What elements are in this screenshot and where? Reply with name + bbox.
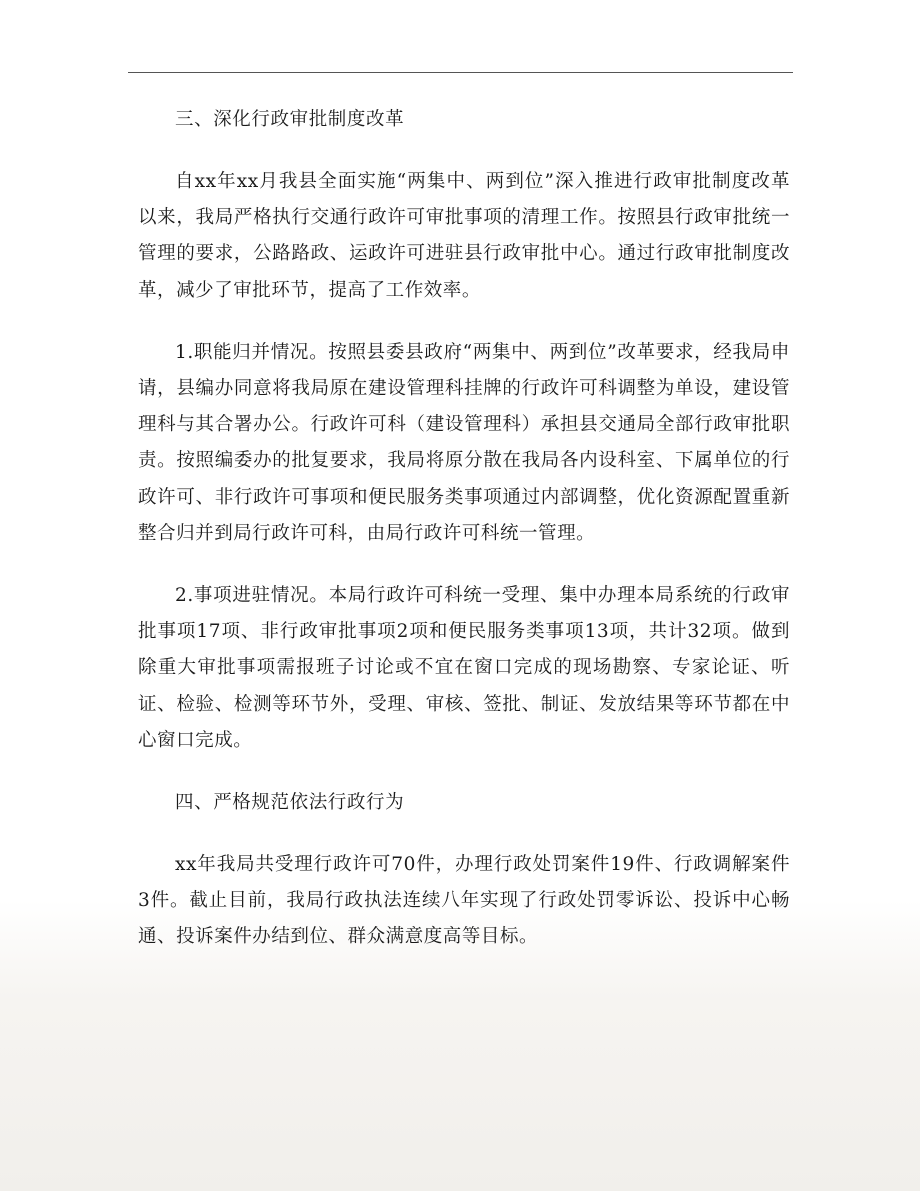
paragraph-intro: 自xx年xx月我县全面实施“两集中、两到位”深入推进行政审批制度改革以来，我局严格执行交通行政许可审批事项的清理工作。按照县行政审批统一管理的要求，公路路政、运政许可进驻县行政审批中心。通过行政审批制度改革，减少了审批环节，提高了工作效率。 [138, 171, 790, 301]
section-heading-3: 三、深化行政审批制度改革 [175, 109, 405, 130]
section-heading-4: 四、严格规范依法行政行为 [175, 792, 405, 814]
paragraph-law-enforcement: xx年我局共受理行政许可70件，办理行政处罚案件19件、行政调解案件3件。截止目前，我局行政执法连续八年实现了行政处罚零诉讼、投诉中心畅通、投诉案件办结到位、群众满意度高等目标。 [138, 854, 790, 948]
header-rule [128, 72, 793, 73]
paragraph-items-stationed: 2.事项进驻情况。本局行政许可科统一受理、集中办理本局系统的行政审批事项17项、非行政审批事项2项和便民服务类事项13项，共计32项。做到除重大审批事项需报班子讨论或不宜在窗口完成的现场勘察、专家论证、听证、检验、检测等环节外，受理、审核、签批、制证、发放结果等环节都在中心窗口完成。 [138, 585, 790, 751]
paragraph-function-merge: 1.职能归并情况。按照县委县政府“两集中、两到位”改革要求，经我局申请，县编办同意将我局原在建设管理科挂牌的行政许可科调整为单设，建设管理科与其合署办公。行政许可科（建设管理科）承担县交通局全部行政审批职责。按照编委办的批复要求，我局将原分散在我局各内设科室、下属单位的行政许可、非行政许可事项和便民服务类事项通过内部调整，优化资源配置重新整合归并到局行政许可科，由局行政许可科统一管理。 [138, 341, 790, 544]
document-body [138, 102, 790, 982]
